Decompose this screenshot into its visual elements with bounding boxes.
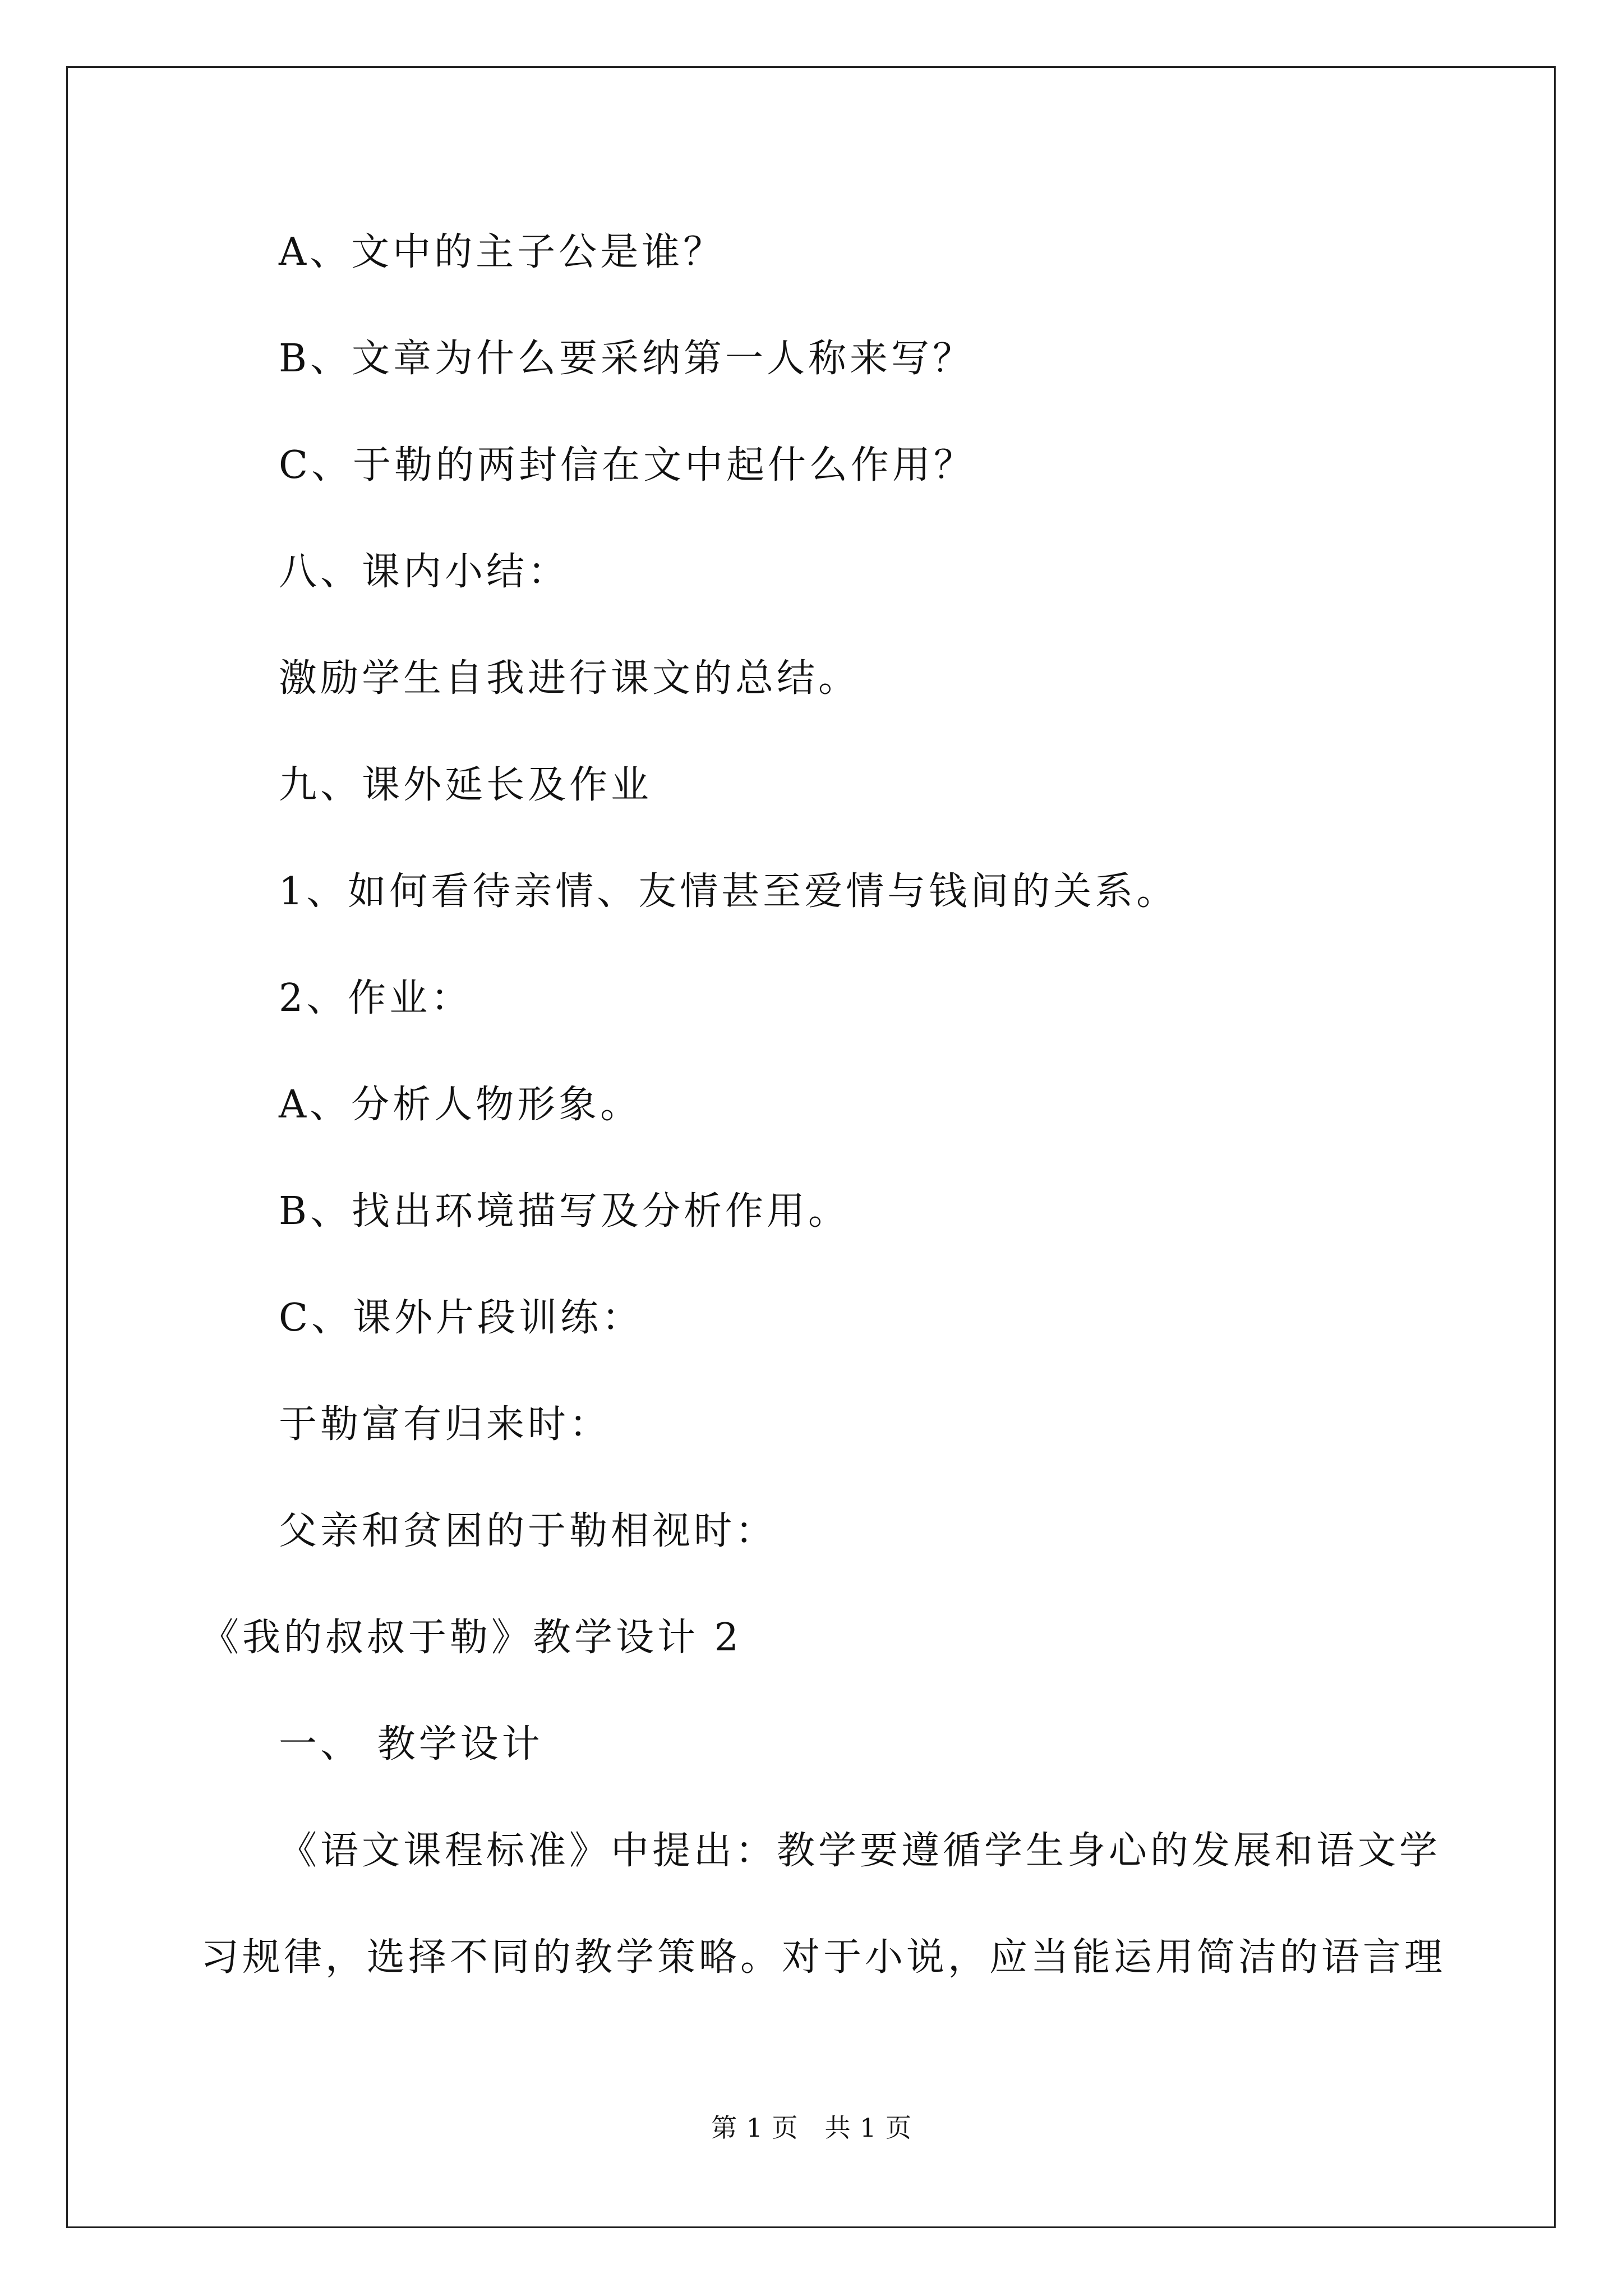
text-line-homework-a: A、分析人物形象。 <box>279 1083 642 1127</box>
section-heading-summary: 八、课内小结： <box>279 550 570 594</box>
page-footer: 第 1 页 共 1 页 <box>711 2113 912 2143</box>
text-line-question-c: C、于勒的两封信在文中起什么作用？ <box>279 443 976 487</box>
text-line-item-2: 2、作业： <box>279 976 473 1020</box>
text-line-item-1: 1、如何看待亲情、友情甚至爱情与钱间的关系。 <box>279 869 1178 914</box>
text-line-homework-c: C、课外片段训练： <box>279 1296 644 1340</box>
text-line-homework-b: B、找出环境描写及分析作用。 <box>279 1189 850 1234</box>
section-heading-homework: 九、课外延长及作业 <box>279 763 653 807</box>
text-line-question-b: B、文章为什么要采纳第一人称来写？ <box>279 337 974 381</box>
paragraph-line-2: 习规律，选择不同的教学策略。对于小说，应当能运用简洁的语言理 <box>201 1935 1446 1980</box>
text-line-exercise-2: 父亲和贫困的于勒相视时： <box>279 1509 777 1553</box>
paragraph-line-1: 《语文课程标准》中提出：教学要遵循学生身心的发展和语文学 <box>279 1829 1441 1873</box>
section-heading-design: 一、 教学设计 <box>279 1722 543 1766</box>
text-line-question-a: A、文中的主子公是谁？ <box>279 230 725 274</box>
document-title: 《我的叔叔于勒》教学设计 2 <box>201 1616 742 1660</box>
text-line-summary: 激励学生自我进行课文的总结。 <box>279 656 860 701</box>
page-border <box>66 66 1556 2228</box>
text-line-exercise-1: 于勒富有归来时： <box>279 1402 611 1447</box>
